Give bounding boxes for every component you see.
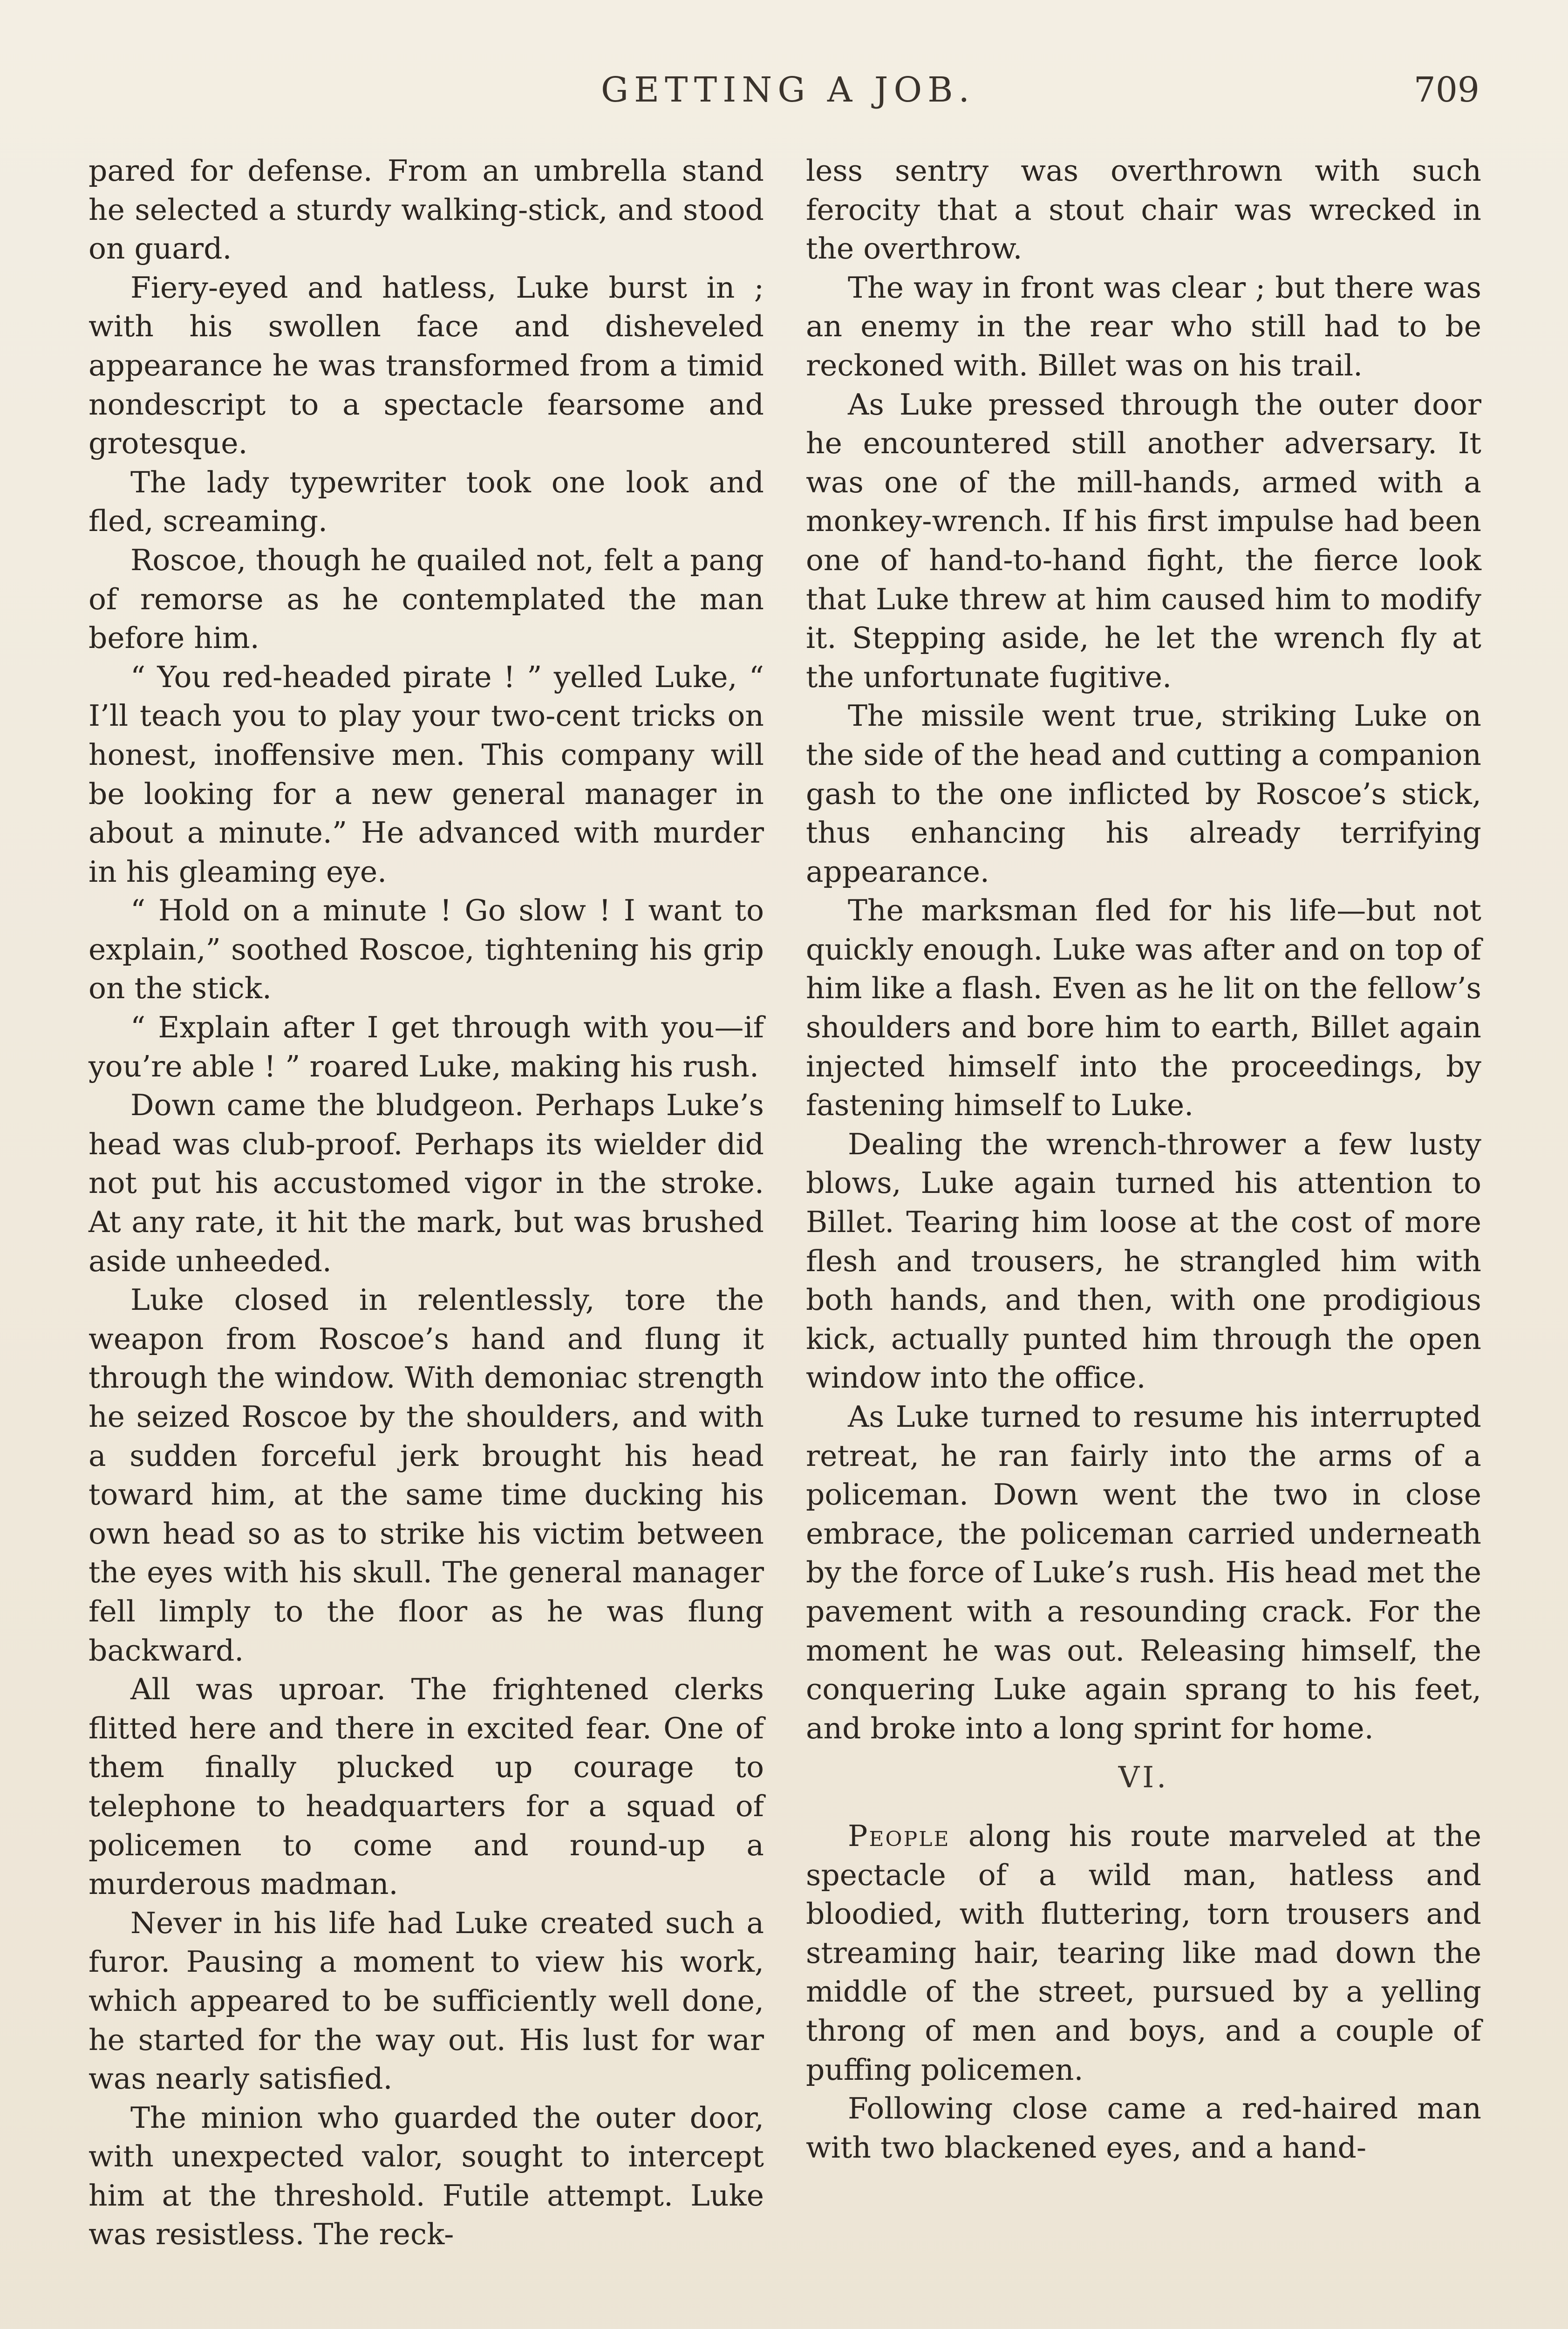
paragraph: The lady typewriter took one look and fled, screaming. [89, 465, 764, 538]
paragraph: As Luke pressed through the outer door he encountered still another adversary. It was one of the mill-hands, armed with a monkey-wrench. If his first impulse had been one of hand-to-hand fight, the fierce look that Luke threw at him caused him to modify it. Stepping aside, he let the wrench fly at the unfortunate fugitive. [806, 387, 1481, 694]
paragraph: Luke closed in relentlessly, tore the weapon from Roscoe’s hand and flung it through the window. With demoniac strength he seized Roscoe by the shoulders, and with a sudden forceful jerk brought his head toward him, at the same time ducking his own head so as to strike his victim between the eyes with his skull. The general manager fell limply to the floor as he was flung backward. [89, 1283, 764, 1668]
paragraph: “ Hold on a minute ! Go slow ! I want to explain,” soothed Roscoe, tightening his grip on the stick. [89, 893, 764, 1006]
section-heading: VI. [1118, 1760, 1169, 1795]
paragraph: less sentry was overthrown with such ferocity that a stout chair was wrecked in the overthrow. [806, 154, 1481, 266]
paragraph-lead-word: People [848, 1818, 950, 1853]
running-title: GETTING A JOB. [601, 70, 975, 110]
paragraph: All was uproar. The frightened clerks flitted here and there in excited fear. One of them finally plucked up courage to telephone to headquarters for a squad of policemen to come and round-up a murderous madman. [89, 1672, 764, 1901]
left-column [89, 151, 764, 2254]
paragraph: As Luke turned to resume his interrupted retreat, he ran fairly into the arms of a policeman. Down went the two in close embrace, the policeman carried underneath by the force of Luke’s rush. His head met the pavement with a resounding crack. For the moment he was out. Releasing himself, the conquering Luke again sprang to his feet, and broke into a long sprint for home. [806, 1400, 1481, 1745]
paragraph: The marksman fled for his life—but not quickly enough. Luke was after and on top of him like a flash. Even as he lit on the fellow’s shoulders and bore him to earth, Billet again injected himself into the proceedings, by fastening himself to Luke. [806, 893, 1481, 1123]
paragraph: Never in his life had Luke created such a furor. Pausing a moment to view his work, which appeared to be sufficiently well done, he started for the way out. His lust for war was nearly satisfied. [89, 1906, 764, 2096]
paragraph: The minion who guarded the outer door, with unexpected valor, sought to intercept him at the threshold. Futile attempt. Luke was resistless. The reck- [89, 2100, 764, 2252]
paragraph: pared for defense. From an umbrella stand he selected a sturdy walking-stick, and stood on guard. [89, 154, 764, 266]
page-header [0, 70, 1568, 121]
paragraph: Fiery-eyed and hatless, Luke burst in ; with his swollen face and disheveled appearance he was transformed from a timid nondescript to a spectacle fearsome and grotesque. [89, 270, 764, 461]
paragraph: “ Explain after I get through with you—if you’re able ! ” roared Luke, making his rush. [89, 1010, 764, 1083]
paragraph-body: along his route marveled at the spectacle of a wild man, hatless and bloodied, with fluttering, torn trousers and streaming hair, tearing like mad down the middle of the street, pursued by a yelling throng of men and boys, and a couple of puffing policemen. [806, 1818, 1481, 2087]
paragraph: The way in front was clear ; but there was an enemy in the rear who still had to be reckoned with. Billet was on his trail. [806, 270, 1481, 382]
paragraph: Following close came a red-haired man with two blackened eyes, and a hand- [806, 2091, 1481, 2165]
paragraph [806, 1817, 1481, 2089]
paragraph: Down came the bludgeon. Perhaps Luke’s head was club-proof. Perhaps its wielder did not put his accustomed vigor in the stroke. At any rate, it hit the mark, but was brushed aside unheeded. [89, 1088, 764, 1278]
paragraph: “ You red-headed pirate ! ” yelled Luke, “ I’ll teach you to play your two-cent tricks on honest, inoffensive men. This company will be looking for a new general manager in about a minute.” He advanced with murder in his gleaming eye. [89, 660, 764, 889]
right-column [806, 151, 1481, 2167]
page-number: 709 [1413, 70, 1479, 110]
paragraph: The missile went true, striking Luke on the side of the head and cutting a companion gash to the one inflicted by Roscoe’s stick, thus enhancing his already terrifying appearance. [806, 699, 1481, 889]
paragraph: Roscoe, though he quailed not, felt a pang of remorse as he contemplated the man before him. [89, 543, 764, 655]
paragraph: Dealing the wrench-thrower a few lusty blows, Luke again turned his attention to Billet. Tearing him loose at the cost of more flesh and trousers, he strangled him with both hands, and then, with one prodigious kick, actually punted him through the open window into the office. [806, 1127, 1481, 1395]
